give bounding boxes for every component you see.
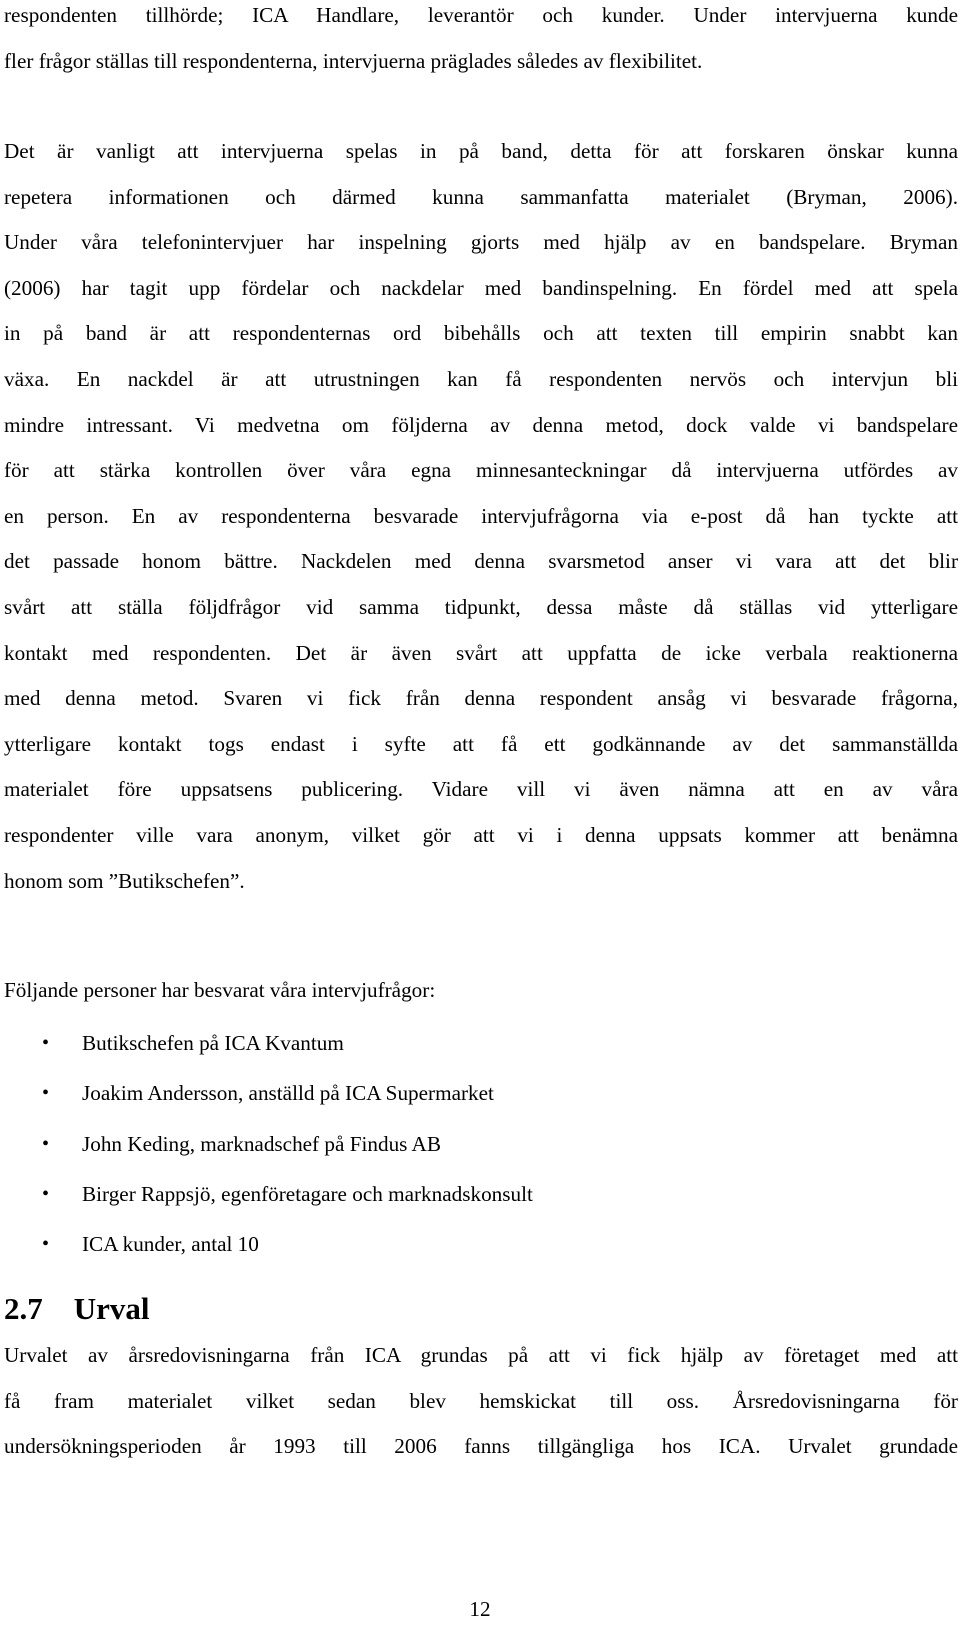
- text-line: få fram materialet vilket sedan blev hemskickat till oss. Årsredovisningarna för: [4, 1388, 958, 1413]
- paragraph-intro: [4, 0, 958, 84]
- text-line: Följande personer har besvarat våra intervjufrågor:: [4, 978, 436, 1002]
- list-item-text: Joakim Andersson, anställd på ICA Supermarket: [82, 1081, 494, 1106]
- bullet-icon: •: [42, 1132, 50, 1155]
- paragraph-selection: [4, 1333, 958, 1470]
- text-line: undersökningsperioden år 1993 till 2006 fanns tillgängliga hos ICA. Urvalet grundade: [4, 1434, 958, 1459]
- section-title: Urval: [73, 1291, 150, 1326]
- text-line: repetera informationen och därmed kunna sammanfatta materialet (Bryman, 2006).: [4, 184, 958, 209]
- text-line: honom som ”Butikschefen”.: [4, 868, 245, 893]
- text-line: in på band är att respondenternas ord bibehålls och att texten till empirin snabbt kan: [4, 321, 958, 346]
- text-line: med denna metod. Svaren vi fick från denna respondent ansåg vi besvarade frågorna,: [4, 686, 958, 711]
- bullet-icon: •: [42, 1233, 50, 1256]
- text-line: respondenter ville vara anonym, vilket gör att vi i denna uppsats kommer att benämna: [4, 822, 958, 847]
- section-heading: [4, 1289, 150, 1329]
- list-item-text: Birger Rappsjö, egenföretagare och marknadskonsult: [82, 1181, 533, 1206]
- bullet-icon: •: [42, 1182, 50, 1205]
- text-line: för att stärka kontrollen över våra egna minnesanteckningar då intervjuerna utfördes av: [4, 458, 958, 483]
- text-line: kontakt med respondenten. Det är även svårt att uppfatta de icke verbala reaktionerna: [4, 640, 958, 665]
- list-item-text: John Keding, marknadschef på Findus AB: [82, 1131, 441, 1156]
- text-line: fler frågor ställas till respondenterna, intervjuerna präglades således av flexibilitet.: [4, 48, 703, 73]
- text-line: respondenten tillhörde; ICA Handlare, leverantör och kunder. Under intervjuerna kunde: [4, 3, 958, 27]
- bullet-icon: •: [42, 1082, 50, 1105]
- bullet-icon: •: [42, 1032, 50, 1054]
- list-item: [4, 1169, 958, 1219]
- list-item: [4, 1068, 958, 1118]
- text-line: Det är vanligt att intervjuerna spelas in på band, detta för att forskaren önskar kunna: [4, 139, 958, 163]
- text-line: växa. En nackdel är att utrustningen kan få respondenten nervös och intervjun bli: [4, 366, 958, 391]
- list-item: [4, 1119, 958, 1169]
- paragraph-respondents: [4, 968, 958, 1014]
- text-line: mindre intressant. Vi medvetna om följderna av denna metod, dock valde vi bandspelare: [4, 412, 958, 437]
- text-line: materialet före uppsatsens publicering. Vidare vill vi även nämna att en av våra: [4, 777, 958, 802]
- text-line: en person. En av respondenterna besvarade intervjufrågorna via e-post då han tyckte att: [4, 503, 958, 528]
- text-line: ytterligare kontakt togs endast i syfte att få ett godkännande av det sammanställda: [4, 731, 958, 756]
- paragraph-recording: [4, 129, 958, 904]
- text-line: Urvalet av årsredovisningarna från ICA grundas på att vi fick hjälp av företaget med att: [4, 1343, 958, 1367]
- list-item-text: Butikschefen på ICA Kvantum: [82, 1031, 344, 1055]
- list-item: [4, 1018, 958, 1068]
- text-line: (2006) har tagit upp fördelar och nackdelar med bandinspelning. En fördel med att spela: [4, 275, 958, 300]
- text-line: Under våra telefonintervjuer har inspelning gjorts med hjälp av en bandspelare. Bryman: [4, 230, 958, 255]
- text-line: det passade honom bättre. Nackdelen med denna svarsmetod anser vi vara att det blir: [4, 549, 958, 574]
- list-item-text: ICA kunder, antal 10: [82, 1232, 259, 1257]
- section-number: 2.7: [4, 1291, 43, 1326]
- page-number: 12: [469, 1597, 491, 1621]
- respondent-list: [4, 1018, 958, 1269]
- list-item: [4, 1219, 958, 1269]
- text-line: svårt att ställa följdfrågor vid samma tidpunkt, dessa måste då ställas vid ytterligare: [4, 594, 958, 619]
